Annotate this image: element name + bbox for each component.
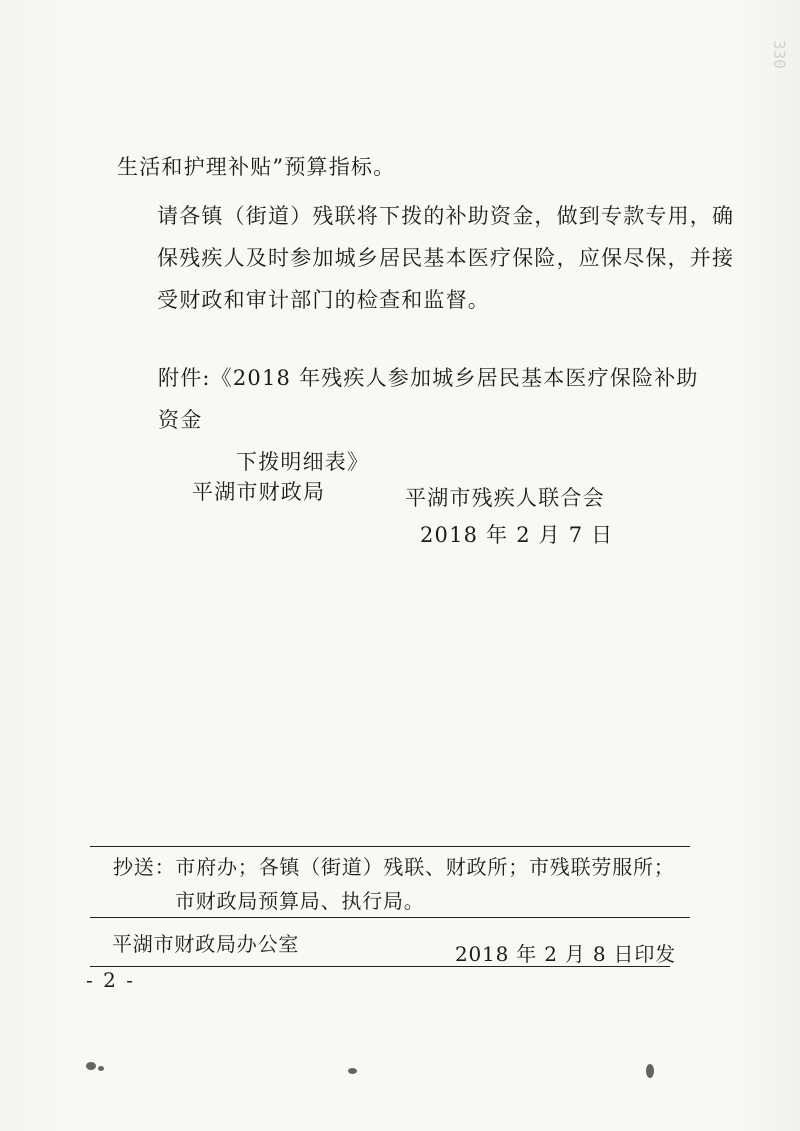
- attachment-note: [158, 357, 718, 483]
- cc-line-1: 抄送：市府办；各镇（街道）残联、财政所；市残联劳服所；: [113, 855, 675, 879]
- issuing-office: 平湖市财政局办公室: [112, 932, 300, 956]
- body-paragraph-1: 生活和护理补贴”预算指标。: [117, 155, 396, 179]
- footer-rule-top: [90, 846, 690, 847]
- scan-smudge: [646, 1064, 654, 1078]
- signature-finance-bureau: 平湖市财政局: [192, 480, 326, 504]
- page-number: - 2 -: [86, 968, 135, 992]
- issue-date: 2018 年 2 月 8 日印发: [455, 942, 676, 966]
- scan-smudge: [98, 1066, 104, 1071]
- cc-list: [113, 850, 693, 918]
- bleed-through-mark: 330: [770, 40, 789, 69]
- footer-rule-bottom: [90, 966, 670, 967]
- attachment-line-2: 下拨明细表》: [236, 450, 370, 474]
- signature-date: 2018 年 2 月 7 日: [420, 523, 614, 547]
- scan-smudge: [348, 1068, 357, 1074]
- attachment-line-1: 附件:《2018 年残疾人参加城乡居民基本医疗保险补助资金: [158, 366, 699, 432]
- signature-disabled-federation: 平湖市残疾人联合会: [405, 486, 605, 510]
- cc-line-2: 市财政局预算局、执行局。: [175, 889, 425, 913]
- scan-smudge: [86, 1062, 96, 1070]
- body-paragraph-2: 请各镇（街道）残联将下拨的补助资金，做到专款专用，确保残疾人及时参加城乡居民基本医疗保险，应保尽保，并接受财政和审计部门的检查和监督。: [157, 204, 735, 312]
- footer-rule-middle: [90, 917, 690, 918]
